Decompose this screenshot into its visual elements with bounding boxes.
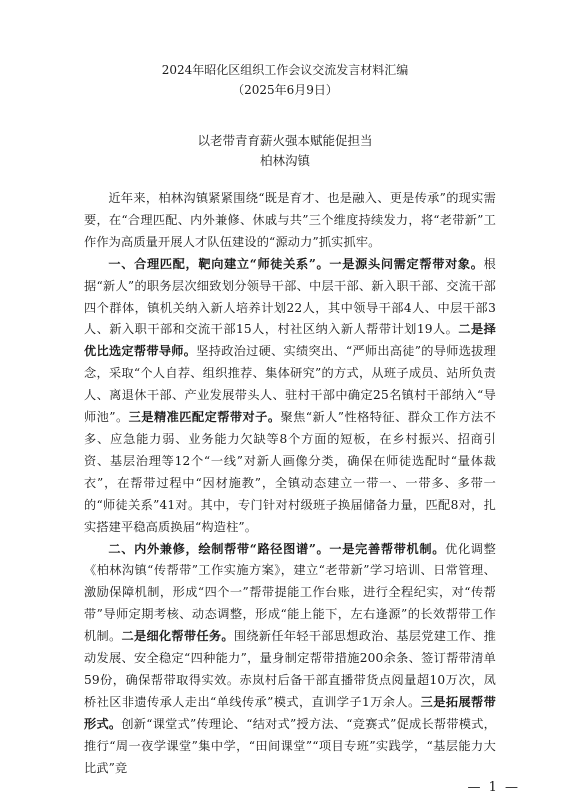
collection-title: 2024年昭化区组织工作会议交流发言材料汇编 <box>161 63 409 77</box>
page-number: — 1 — <box>467 780 520 795</box>
bold-text-segment: 三是精准匹配定帮带对子。 <box>128 410 281 425</box>
paragraph <box>84 254 496 539</box>
paragraph <box>84 188 496 254</box>
text-segment: 优化调整《柏林沟镇“传帮带”工作实施方案》，建立“老带新”学习培训、日常管理、激励保障机制，形成“四个一”帮带提能工作台账，进行全程纪实，对“传帮带”导师定期考核、动态调整，形成“能上能下，左右逢源”的长效帮带工作机制。 <box>84 541 496 644</box>
text-segment: 近年来，柏林沟镇紧紧围绕“既是育才、也是融入、更是传承”的现实需要，在“合理匹配、内外兼修、休戚与共”三个维度持续发力，将“老带新”工作作为高质量开展人才队伍建设的“源动力”抓实抓牢。 <box>84 191 496 249</box>
bold-text-segment: 二是择优比选定帮带导师。 <box>84 322 497 359</box>
bold-text-segment: 二是细化帮带任务。 <box>121 629 234 644</box>
bold-text-segment: 一、合理匹配，靶向建立“师徒关系”。 <box>108 256 330 271</box>
bold-text-segment: 三是拓展帮带形式。 <box>84 694 496 731</box>
text-segment: 创新“课堂式”传理论、“结对式”授方法、“竞赛式”促成长帮带模式，推行“周一夜学课堂”集中学，“田间课堂”“项目专班”实践学，“基层能力大比武”竞 <box>84 716 496 775</box>
article-body <box>84 188 496 779</box>
bold-text-segment: 一是源头问需定帮带对象。 <box>329 256 484 271</box>
text-segment: 根据“新人”的职务层次细致划分领导干部、中层干部、新入职干部、交流干部四个群体，镇机关纳入新人培养计划22人，其中领导干部4人、中层干部3人、新入职干部和交流干部15人，村社区纳入新人帮带计划19人。 <box>84 256 496 337</box>
text-segment: 围绕新任年轻干部思想政治、基层党建工作、推动发展、安全稳定“四种能力”，量身制定帮带措施200余条、签订帮带清单59份，确保帮带取得实效。赤岚村后备干部直播带货点阅量超10万次，凤桥社区非遗传承人走出“单线传承”模式，直训学子1万余人。 <box>84 629 496 709</box>
article-author: 柏林沟镇 <box>259 153 310 168</box>
publication-date: （2025年6月9日） <box>232 83 338 97</box>
paragraph <box>84 539 496 780</box>
text-segment: 坚持政治过硬、实绩突出、“严师出高徒”的导师选拔理念，采取“个人自荐、组织推荐、集体研究”的方式，从班子成员、站所负责人、离退休干部、产业发展带头人、驻村干部中确定25名镇村干部纳入“导师池”。 <box>84 344 496 425</box>
article-title: 以老带青育薪火强本赋能促担当 <box>197 133 373 148</box>
bold-text-segment: 二、内外兼修，绘制帮带“路径图谱”。 <box>108 541 330 556</box>
text-segment: 聚焦“新人”性格特征、群众工作方法不多、应急能力弱、业务能力欠缺等8个方面的短板，在乡村振兴、招商引资、基层治理等12个“一线”对新人画像分类，确保在师徒选配时“量体裁衣”，在帮带过程中“因材施教”，全镇动态建立一带一、一带多、多带一的“师徒关系”41对。其中，专门针对村级班子换届储备力量，匹配8对，扎实搭建平稳高质换届“构造柱”。 <box>84 410 496 534</box>
bold-text-segment: 一是完善帮带机制。 <box>329 541 446 556</box>
